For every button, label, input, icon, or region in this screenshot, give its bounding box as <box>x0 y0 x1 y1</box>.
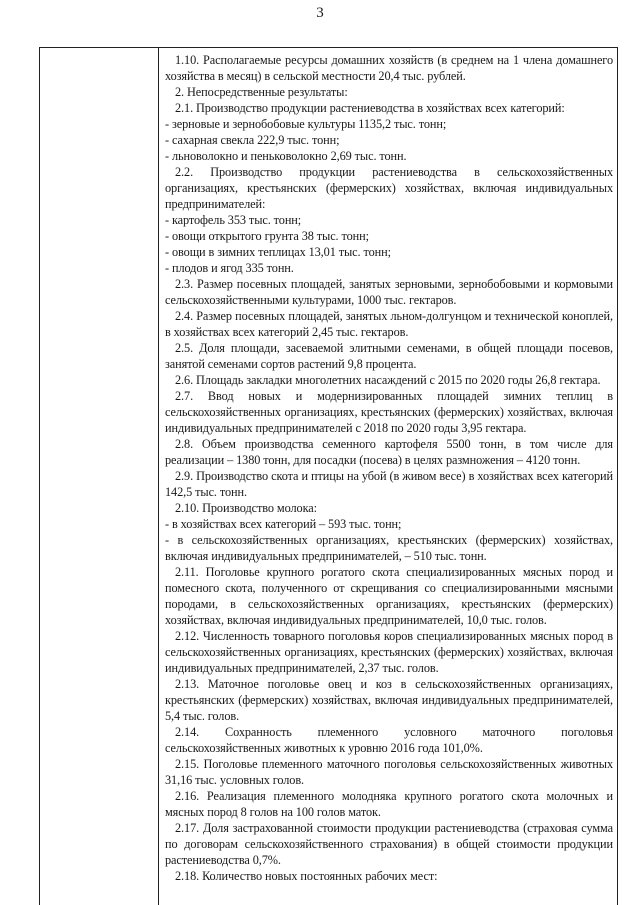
list-item: - овощи в зимних теплицах 13,01 тыс. тонн; <box>165 245 391 259</box>
list-item: - в сельскохозяйственных организациях, крестьянских (фермерских) хозяйствах, включая индивидуальных предпринимателей, – 510 тыс. тонн. <box>165 533 613 563</box>
paragraph-2-heading: 2. Непосредственные результаты: <box>175 85 348 99</box>
paragraph-2-1: 2.1. Производство продукции растениеводства в хозяйствах всех категорий: <box>175 101 565 115</box>
paragraph-2-17: 2.17. Доля застрахованной стоимости продукции растениеводства (страховая сумма по договорам сельскохозяйственного страхования) в общей стоимости продукции растениеводства 0,7%. <box>165 821 613 867</box>
list-item: - в хозяйствах всех категорий – 593 тыс. тонн; <box>165 517 402 531</box>
list-item: - картофель 353 тыс. тонн; <box>165 213 302 227</box>
paragraph-2-4: 2.4. Размер посевных площадей, занятых льном-долгунцом и технической коноплей, в хозяйствах всех категорий 2,45 тыс. гектаров. <box>165 309 613 339</box>
paragraph-2-10: 2.10. Производство молока: <box>175 501 317 515</box>
paragraph-2-15: 2.15. Поголовье племенного маточного поголовья сельскохозяйственных животных 31,16 тыс. условных голов. <box>165 757 613 787</box>
paragraph-2-13: 2.13. Маточное поголовье овец и коз в сельскохозяйственных организациях, крестьянских (фермерских) хозяйствах, включая индивидуальных предпринимателей, 5,4 тыс. голов. <box>165 677 613 723</box>
paragraph-2-2: 2.2. Производство продукции растениеводства в сельскохозяйственных организациях, крестьянских (фермерских) хозяйствах, включая индивидуальных предпринимателей: <box>165 165 613 211</box>
paragraph-2-9: 2.9. Производство скота и птицы на убой (в живом весе) в хозяйствах всех категорий 142,5 тыс. тонн. <box>165 469 613 499</box>
paragraph-2-12: 2.12. Численность товарного поголовья коров специализированных мясных пород в сельскохозяйственных организациях, крестьянских (фермерских) хозяйствах, включая индивидуальных предпринимателей, 2,37 тыс. голов. <box>165 629 613 675</box>
paragraph-2-16: 2.16. Реализация племенного молодняка крупного рогатого скота молочных и мясных пород 8 голов на 100 голов маток. <box>165 789 613 819</box>
paragraph-2-14: 2.14. Сохранность племенного условного маточного поголовья сельскохозяйственных животных к уровню 2016 года 101,0%. <box>165 725 613 755</box>
paragraph-2-5: 2.5. Доля площади, засеваемой элитными семенами, в общей площади посевов, занятой семенами сортов растений 9,8 процента. <box>165 341 613 371</box>
paragraph-2-6: 2.6. Площадь закладки многолетних насаждений с 2015 по 2020 годы 26,8 гектара. <box>175 373 601 387</box>
column-divider <box>158 47 159 905</box>
page-number: 3 <box>316 5 324 21</box>
list-item: - льноволокно и пеньковолокно 2,69 тыс. тонн. <box>165 149 407 163</box>
list-item: - плодов и ягод 335 тонн. <box>165 261 294 275</box>
list-item: - зерновые и зернобобовые культуры 1135,2 тыс. тонн; <box>165 117 447 131</box>
paragraph-1-10: 1.10. Располагаемые ресурсы домашних хозяйств (в среднем на 1 члена домашнего хозяйства в месяц) в сельской местности 20,4 тыс. рублей. <box>165 53 613 83</box>
paragraph-2-8: 2.8. Объем производства семенного картофеля 5500 тонн, в том числе для реализации – 1380 тонн, для посадки (посева) в целях размножения – 4120 тонн. <box>165 437 613 467</box>
list-item: - сахарная свекла 222,9 тыс. тонн; <box>165 133 340 147</box>
paragraph-2-11: 2.11. Поголовье крупного рогатого скота специализированных мясных пород и помесного скота, полученного от скрещивания со специализированными мясными породами, в сельскохозяйственных организациях, крестьянских (фермерских) хозяйствах, включая индивидуальных предпринимателей, 10,0 тыс. голов. <box>165 565 613 627</box>
paragraph-2-18: 2.18. Количество новых постоянных рабочих мест: <box>175 869 438 883</box>
list-item: - овощи открытого грунта 38 тыс. тонн; <box>165 229 369 243</box>
paragraph-2-3: 2.3. Размер посевных площадей, занятых зерновыми, зернобобовыми и кормовыми сельскохозяйственными культурами, 1000 тыс. гектаров. <box>165 277 613 307</box>
document-body <box>165 52 613 884</box>
paragraph-2-7: 2.7. Ввод новых и модернизированных площадей зимних теплиц в сельскохозяйственных организациях, крестьянских (фермерских) хозяйствах, включая индивидуальных предпринимателей с 2018 по 2020 годы 3,95 гектара. <box>165 389 613 435</box>
